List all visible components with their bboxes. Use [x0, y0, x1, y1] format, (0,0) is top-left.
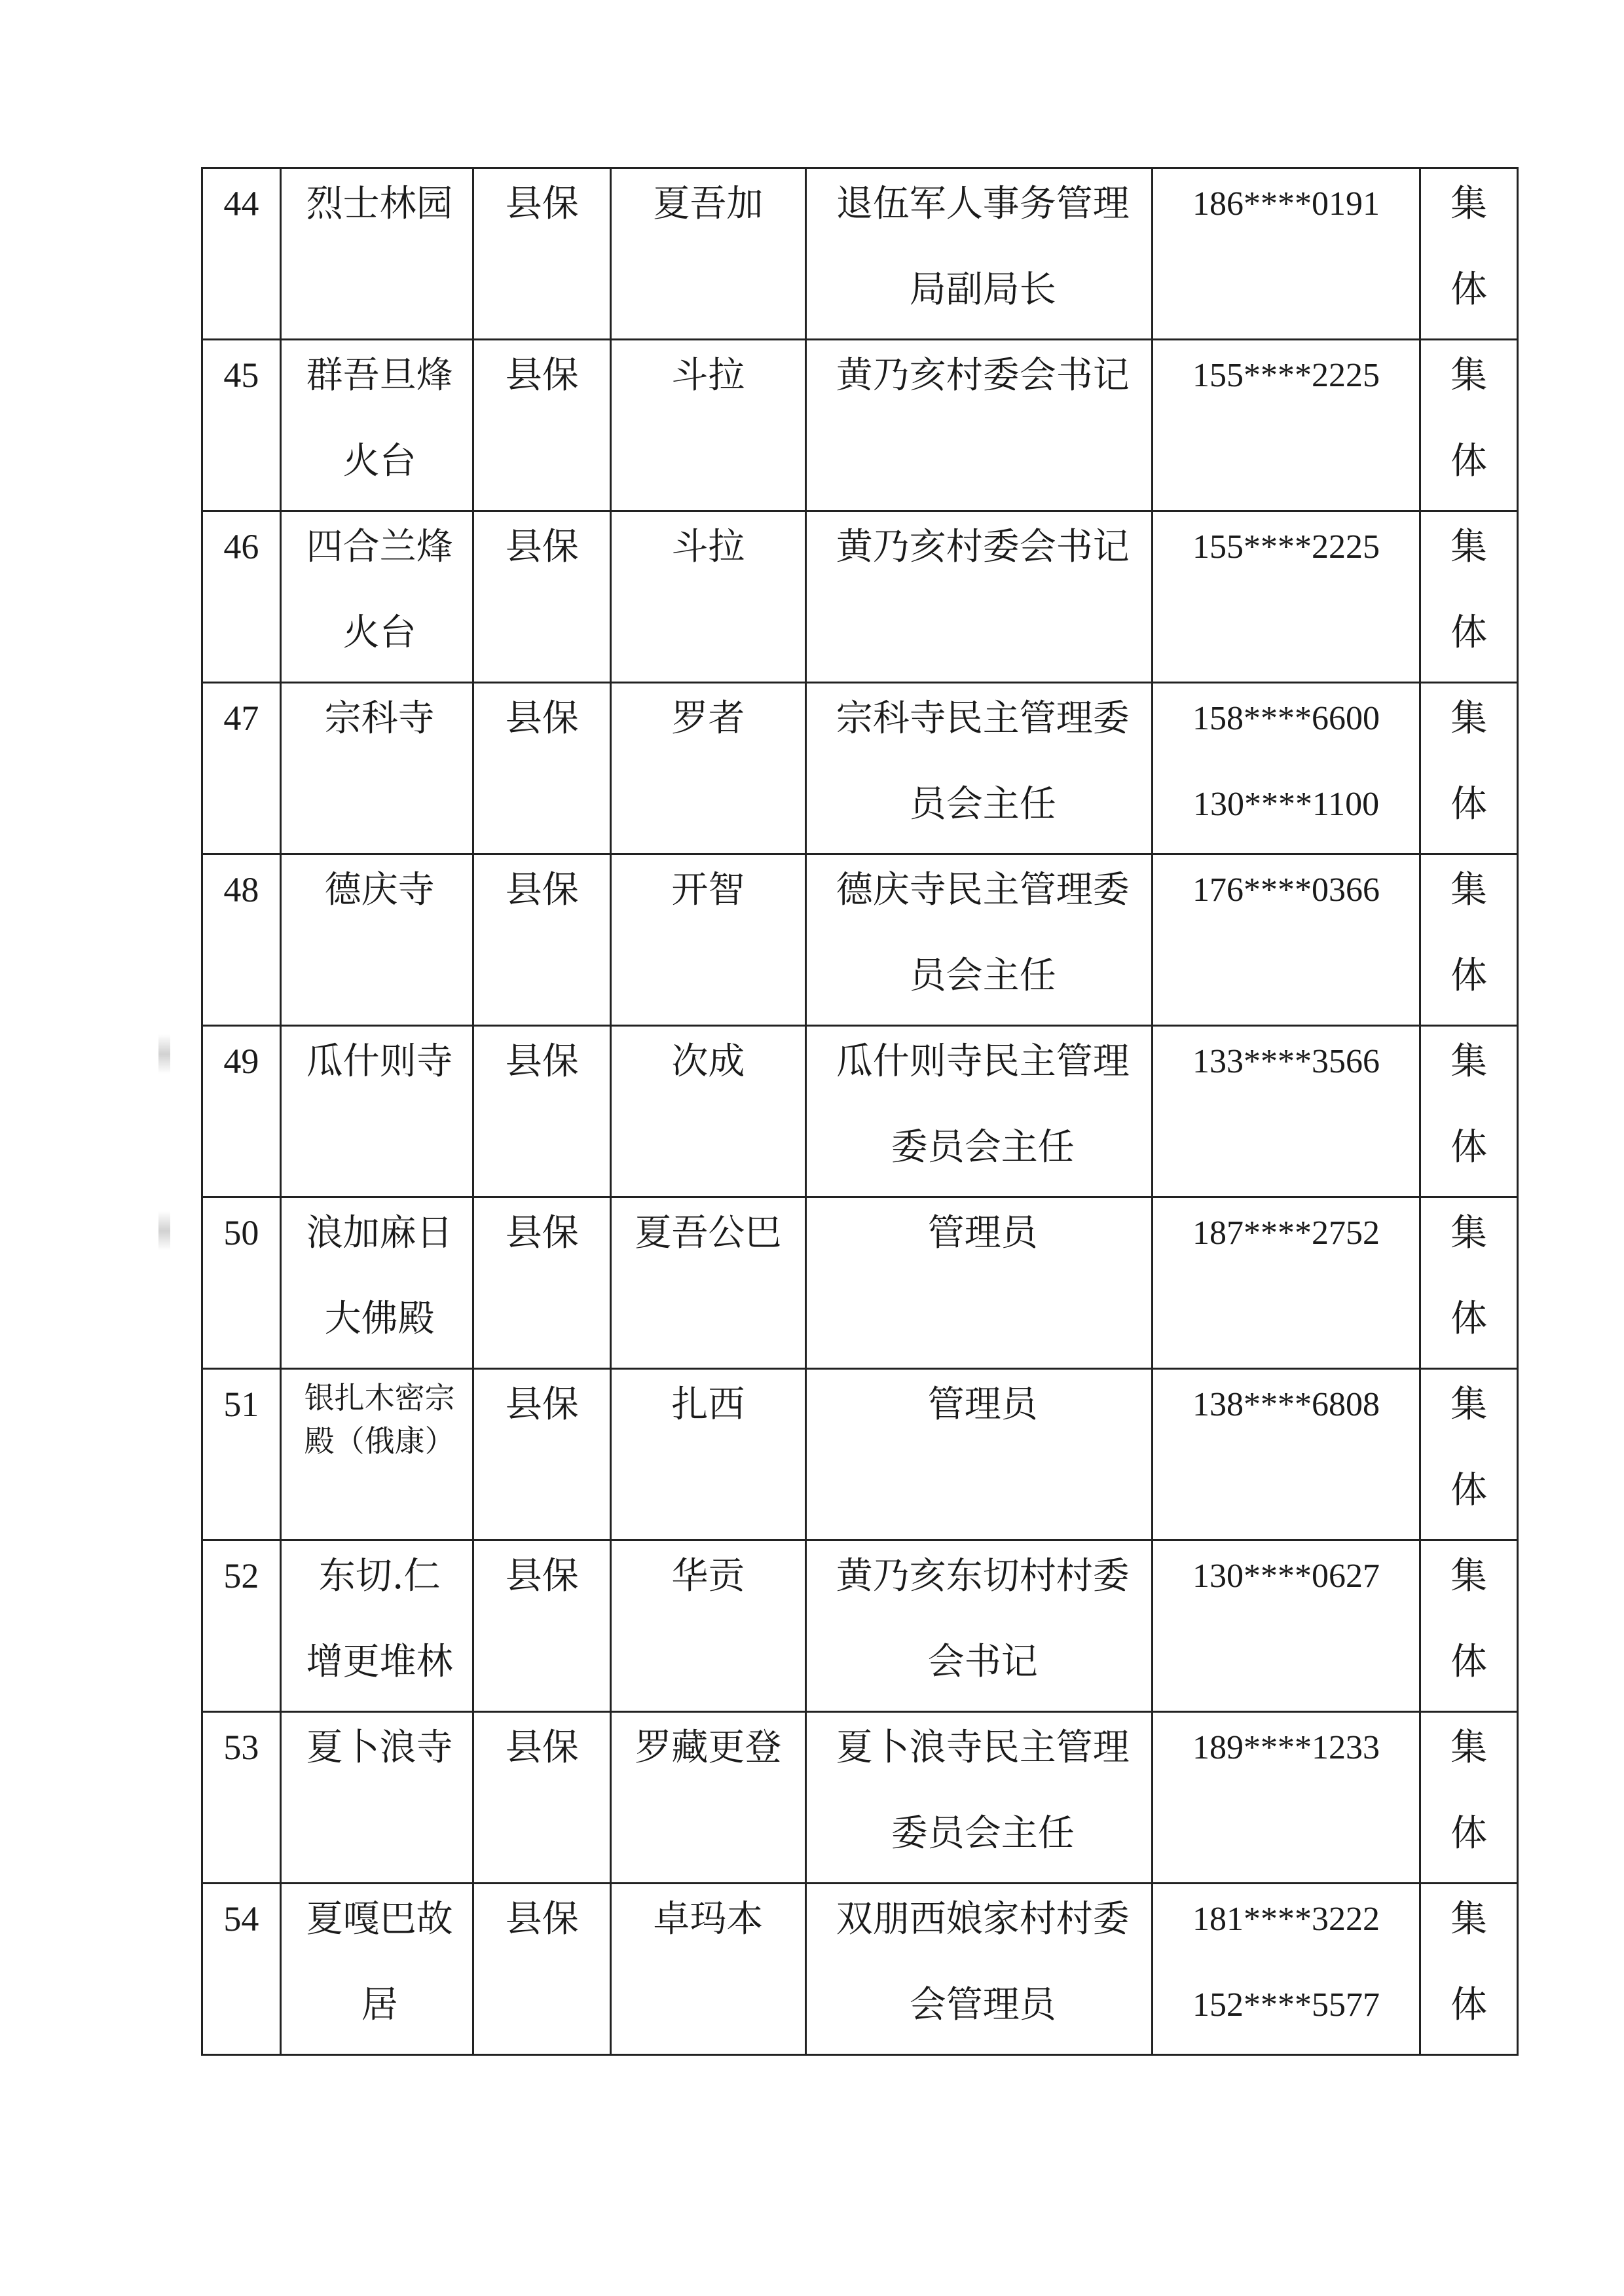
table-row: [203, 169, 1519, 340]
ownership-type-cell: [1421, 1198, 1519, 1368]
phone-cell-line: 133****3566: [1192, 1043, 1380, 1080]
responsible-person-cell-text: 夏吾加: [653, 183, 764, 225]
row-number-cell: [203, 169, 282, 338]
ownership-type-cell-line: 集: [1450, 1383, 1488, 1426]
table-row: [203, 1884, 1519, 2056]
phone-cell: [1153, 1884, 1421, 2054]
protection-level-cell-text: 县保: [505, 1212, 579, 1254]
responsible-person-cell-text: 扎西: [671, 1383, 745, 1426]
position-cell-line: 委员会主任: [891, 1812, 1075, 1855]
position-cell: [807, 1541, 1153, 1711]
phone-cell: [1153, 1198, 1421, 1368]
position-cell: [807, 1370, 1153, 1539]
ownership-type-cell: [1421, 1713, 1519, 1882]
phone-cell: [1153, 683, 1421, 853]
row-number-cell: [203, 340, 282, 510]
protection-level-cell-text: 县保: [505, 1040, 579, 1083]
ownership-type-cell-line: 体: [1450, 955, 1488, 997]
row-number-cell: [203, 1198, 282, 1368]
position-cell: [807, 855, 1153, 1025]
phone-cell-line: 130****1100: [1193, 786, 1380, 823]
responsible-person-cell-text: 罗藏更登: [635, 1726, 782, 1769]
phone-cell: [1153, 855, 1421, 1025]
protection-level-cell-text: 县保: [505, 183, 579, 225]
ownership-type-cell-line: 集: [1450, 697, 1488, 740]
protection-level-cell-text: 县保: [505, 354, 579, 397]
row-number-cell-text: 45: [223, 355, 259, 395]
position-cell-line: 委员会主任: [891, 1126, 1075, 1169]
phone-cell-line: 176****0366: [1192, 871, 1380, 909]
position-cell-line: 退伍军人事务管理: [836, 183, 1130, 225]
ownership-type-cell-line: 体: [1450, 440, 1488, 483]
site-name-cell-line: 群吾旦烽: [306, 354, 453, 397]
site-name-cell-line: 四合兰烽: [306, 526, 453, 568]
site-name-cell-line: 德庆寺: [324, 869, 435, 911]
responsible-person-cell-text: 开智: [671, 869, 745, 911]
ownership-type-cell-line: 集: [1450, 354, 1488, 397]
site-name-cell: [282, 340, 475, 510]
protection-level-cell: [474, 512, 612, 682]
responsible-person-cell-text: 罗者: [671, 697, 745, 740]
ownership-type-cell-line: 体: [1450, 1812, 1488, 1855]
protection-level-cell-text: 县保: [505, 1383, 579, 1426]
phone-cell-line: 189****1233: [1192, 1729, 1380, 1766]
site-name-cell-line: 殿（俄康）: [304, 1423, 455, 1459]
row-number-cell: [203, 1541, 282, 1711]
phone-cell: [1153, 169, 1421, 338]
position-cell-line: 德庆寺民主管理委: [836, 869, 1130, 911]
ownership-type-cell: [1421, 1884, 1519, 2054]
protection-level-cell: [474, 1713, 612, 1882]
site-name-cell: [282, 1370, 475, 1539]
responsible-person-cell: [612, 1884, 807, 2054]
table-row: [203, 1198, 1519, 1370]
table-row: [203, 1713, 1519, 1884]
position-cell-line: 双朋西娘家村村委: [836, 1898, 1130, 1941]
site-name-cell-line: 大佛殿: [324, 1298, 435, 1340]
ownership-type-cell-line: 集: [1450, 1555, 1488, 1597]
ownership-type-cell: [1421, 1370, 1519, 1539]
phone-cell-line: 155****2225: [1192, 528, 1380, 566]
ownership-type-cell: [1421, 340, 1519, 510]
position-cell-line: 瓜什则寺民主管理: [836, 1040, 1130, 1083]
ownership-type-cell-line: 集: [1450, 1898, 1488, 1941]
ownership-type-cell-line: 体: [1450, 783, 1488, 826]
position-cell: [807, 1198, 1153, 1368]
position-cell-line: 员会主任: [909, 783, 1056, 826]
protection-level-cell-text: 县保: [505, 869, 579, 911]
ownership-type-cell-line: 集: [1450, 1212, 1488, 1254]
ownership-type-cell-line: 集: [1450, 1040, 1488, 1083]
row-number-cell: [203, 1713, 282, 1882]
responsible-person-cell: [612, 1027, 807, 1196]
position-cell: [807, 1713, 1153, 1882]
row-number-cell-text: 48: [223, 870, 259, 909]
responsible-person-cell: [612, 169, 807, 338]
site-name-cell: [282, 1027, 475, 1196]
row-number-cell: [203, 1370, 282, 1539]
table-row: [203, 855, 1519, 1027]
position-cell-line: 会书记: [927, 1641, 1038, 1683]
position-cell: [807, 512, 1153, 682]
row-number-cell-text: 54: [223, 1899, 259, 1939]
responsible-person-cell: [612, 1541, 807, 1711]
responsible-person-cell-text: 斗拉: [671, 354, 745, 397]
scan-artifact: [158, 1034, 170, 1074]
ownership-type-cell-line: 集: [1450, 183, 1488, 225]
phone-cell-line: 130****0627: [1192, 1558, 1380, 1595]
site-name-cell: [282, 1713, 475, 1882]
phone-cell: [1153, 1541, 1421, 1711]
position-cell-line: 局副局长: [909, 268, 1056, 311]
ownership-type-cell-line: 体: [1450, 1298, 1488, 1340]
ownership-type-cell: [1421, 1541, 1519, 1711]
table-row: [203, 683, 1519, 855]
protection-level-cell: [474, 340, 612, 510]
position-cell: [807, 683, 1153, 853]
position-cell: [807, 1027, 1153, 1196]
protection-level-cell: [474, 1198, 612, 1368]
protection-level-cell: [474, 855, 612, 1025]
protection-level-cell: [474, 683, 612, 853]
site-name-cell-line: 东切.仁: [318, 1555, 441, 1597]
ownership-type-cell-line: 体: [1450, 268, 1488, 311]
phone-cell: [1153, 1713, 1421, 1882]
position-cell: [807, 340, 1153, 510]
row-number-cell: [203, 512, 282, 682]
phone-cell-line: 187****2752: [1192, 1214, 1380, 1252]
phone-cell: [1153, 1027, 1421, 1196]
position-cell-line: 黄乃亥村委会书记: [836, 526, 1130, 568]
responsible-person-cell: [612, 1198, 807, 1368]
ownership-type-cell-line: 体: [1450, 1126, 1488, 1169]
protection-level-cell: [474, 169, 612, 338]
ownership-type-cell-line: 体: [1450, 611, 1488, 654]
phone-cell-line: 155****2225: [1192, 357, 1380, 394]
responsible-person-cell-text: 斗拉: [671, 526, 745, 568]
row-number-cell: [203, 855, 282, 1025]
ownership-type-cell: [1421, 512, 1519, 682]
ownership-type-cell: [1421, 1027, 1519, 1196]
phone-cell-line: 138****6808: [1192, 1386, 1380, 1423]
site-name-cell-line: 居: [361, 1984, 398, 2026]
phone-cell-line: 152****5577: [1192, 1986, 1380, 2024]
site-name-cell: [282, 1884, 475, 2054]
protection-level-cell-text: 县保: [505, 697, 579, 740]
ownership-type-cell: [1421, 683, 1519, 853]
position-cell: [807, 1884, 1153, 2054]
site-name-cell-line: 夏嘎巴故: [306, 1898, 453, 1941]
table-row: [203, 512, 1519, 683]
row-number-cell: [203, 683, 282, 853]
site-name-cell: [282, 512, 475, 682]
protection-level-cell-text: 县保: [505, 1726, 579, 1769]
row-number-cell: [203, 1884, 282, 2054]
scan-artifact: [158, 1211, 170, 1250]
row-number-cell-text: 50: [223, 1213, 259, 1252]
protection-level-cell-text: 县保: [505, 1898, 579, 1941]
protection-level-cell: [474, 1370, 612, 1539]
site-name-cell-line: 夏卜浪寺: [306, 1726, 453, 1769]
row-number-cell-text: 49: [223, 1042, 259, 1081]
heritage-site-table: [201, 167, 1519, 2056]
site-name-cell: [282, 1198, 475, 1368]
phone-cell-line: 181****3222: [1192, 1901, 1380, 1938]
responsible-person-cell-text: 卓玛本: [653, 1898, 764, 1941]
site-name-cell-line: 火台: [342, 440, 416, 483]
ownership-type-cell-line: 集: [1450, 526, 1488, 568]
site-name-cell-line: 火台: [342, 611, 416, 654]
position-cell-line: 管理员: [927, 1212, 1038, 1254]
site-name-cell-line: 银扎木密宗: [304, 1380, 455, 1415]
row-number-cell-text: 52: [223, 1556, 259, 1595]
phone-cell: [1153, 512, 1421, 682]
ownership-type-cell: [1421, 169, 1519, 338]
ownership-type-cell-line: 体: [1450, 1469, 1488, 1512]
ownership-type-cell-line: 体: [1450, 1984, 1488, 2026]
table-row: [203, 340, 1519, 512]
responsible-person-cell: [612, 1370, 807, 1539]
ownership-type-cell: [1421, 855, 1519, 1025]
responsible-person-cell-text: 夏吾公巴: [635, 1212, 782, 1254]
row-number-cell-text: 44: [223, 184, 259, 223]
position-cell-line: 管理员: [927, 1383, 1038, 1426]
row-number-cell-text: 51: [223, 1385, 259, 1424]
position-cell-line: 夏卜浪寺民主管理: [836, 1726, 1130, 1769]
responsible-person-cell: [612, 683, 807, 853]
row-number-cell-text: 53: [223, 1728, 259, 1767]
site-name-cell-line: 增更堆林: [306, 1641, 453, 1683]
table-row: [203, 1370, 1519, 1541]
phone-cell: [1153, 1370, 1421, 1539]
phone-cell: [1153, 340, 1421, 510]
protection-level-cell-text: 县保: [505, 1555, 579, 1597]
responsible-person-cell: [612, 512, 807, 682]
responsible-person-cell: [612, 340, 807, 510]
position-cell-line: 宗科寺民主管理委: [836, 697, 1130, 740]
protection-level-cell: [474, 1884, 612, 2054]
site-name-cell: [282, 1541, 475, 1711]
table-row: [203, 1541, 1519, 1713]
ownership-type-cell-line: 集: [1450, 1726, 1488, 1769]
protection-level-cell: [474, 1541, 612, 1711]
ownership-type-cell-line: 体: [1450, 1641, 1488, 1683]
site-name-cell-line: 瓜什则寺: [306, 1040, 453, 1083]
row-number-cell: [203, 1027, 282, 1196]
site-name-cell: [282, 683, 475, 853]
position-cell-line: 会管理员: [909, 1984, 1056, 2026]
site-name-cell-line: 烈士林园: [306, 183, 453, 225]
row-number-cell-text: 46: [223, 527, 259, 566]
position-cell-line: 黄乃亥东切村村委: [836, 1555, 1130, 1597]
protection-level-cell: [474, 1027, 612, 1196]
phone-cell-line: 186****0191: [1192, 185, 1380, 223]
site-name-cell: [282, 855, 475, 1025]
position-cell: [807, 169, 1153, 338]
phone-cell-line: 158****6600: [1192, 700, 1380, 737]
site-name-cell-line: 浪加麻日: [306, 1212, 453, 1254]
responsible-person-cell: [612, 855, 807, 1025]
responsible-person-cell: [612, 1713, 807, 1882]
responsible-person-cell-text: 华贡: [671, 1555, 745, 1597]
table-row: [203, 1027, 1519, 1198]
position-cell-line: 黄乃亥村委会书记: [836, 354, 1130, 397]
position-cell-line: 员会主任: [909, 955, 1056, 997]
protection-level-cell-text: 县保: [505, 526, 579, 568]
site-name-cell: [282, 169, 475, 338]
responsible-person-cell-text: 次成: [671, 1040, 745, 1083]
row-number-cell-text: 47: [223, 699, 259, 738]
ownership-type-cell-line: 集: [1450, 869, 1488, 911]
site-name-cell-line: 宗科寺: [324, 697, 435, 740]
